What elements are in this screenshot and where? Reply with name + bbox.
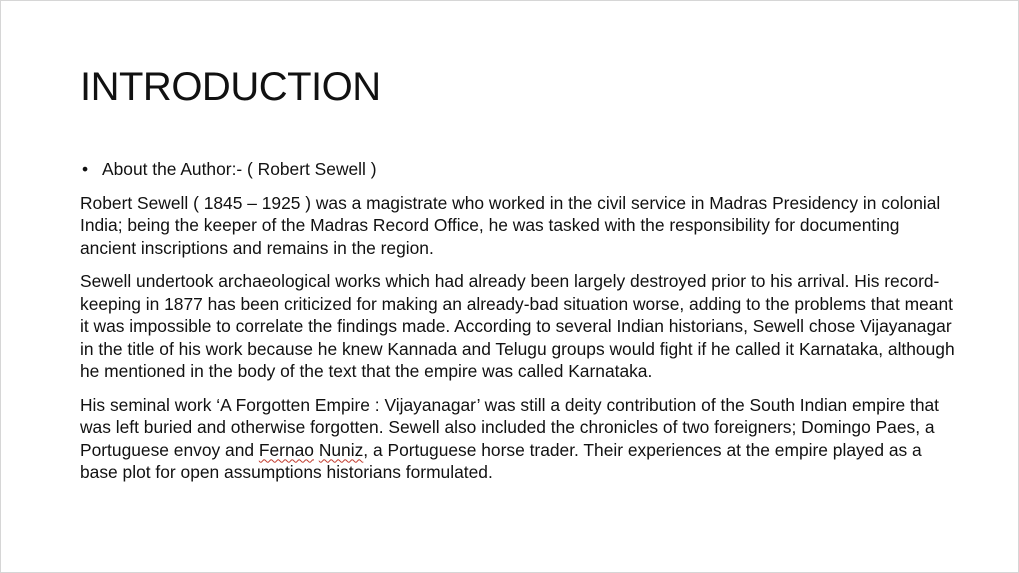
paragraph-seminal-work-text-b: , a Portuguese horse trader. Their experiences at the empire played as a base plot for open assumptions historians formulated. bbox=[80, 439, 922, 482]
paragraph-seminal-work-text-a: His seminal work ‘A Forgotten Empire : Vijayanagar’ was still a deity contribution of the South Indian empire that was left buried and otherwise forgotten. Sewell also included the chronicles of two foreigners; Domingo Paes, a Portuguese envoy and bbox=[80, 394, 940, 460]
slide-title[interactable]: INTRODUCTION bbox=[80, 65, 381, 109]
bullet-item bbox=[80, 158, 960, 181]
bullet-glyph: • bbox=[82, 159, 89, 179]
bullet-text: About the Author:- ( Robert Sewell ) bbox=[102, 159, 377, 179]
paragraph-author-bio: Robert Sewell ( 1845 – 1925 ) was a magistrate who worked in the civil service in Madras Presidency in colonial India; being the keeper of the Madras Record Office, he was tasked with the responsibility for documenting ancient inscriptions and remains in the region. bbox=[80, 192, 941, 258]
slide-body[interactable] bbox=[80, 158, 960, 495]
spellcheck-flagged-word[interactable]: Nuniz bbox=[318, 439, 364, 460]
paragraph-seminal-work bbox=[80, 394, 960, 484]
spellcheck-flagged-word[interactable]: Fernao bbox=[258, 439, 314, 460]
paragraph-archaeology: Sewell undertook archaeological works which had already been largely destroyed prior to his arrival. His record-keeping in 1877 has been criticized for making an already-bad situation worse, adding to the problems that meant it was impossible to correlate the findings made. According to several Indian historians, Sewell chose Vijayanagar in the title of his work because he knew Kannada and Telugu groups would fight if he called it Karnataka, although he mentioned in the body of the text that the empire was called Karnataka. bbox=[80, 271, 955, 381]
